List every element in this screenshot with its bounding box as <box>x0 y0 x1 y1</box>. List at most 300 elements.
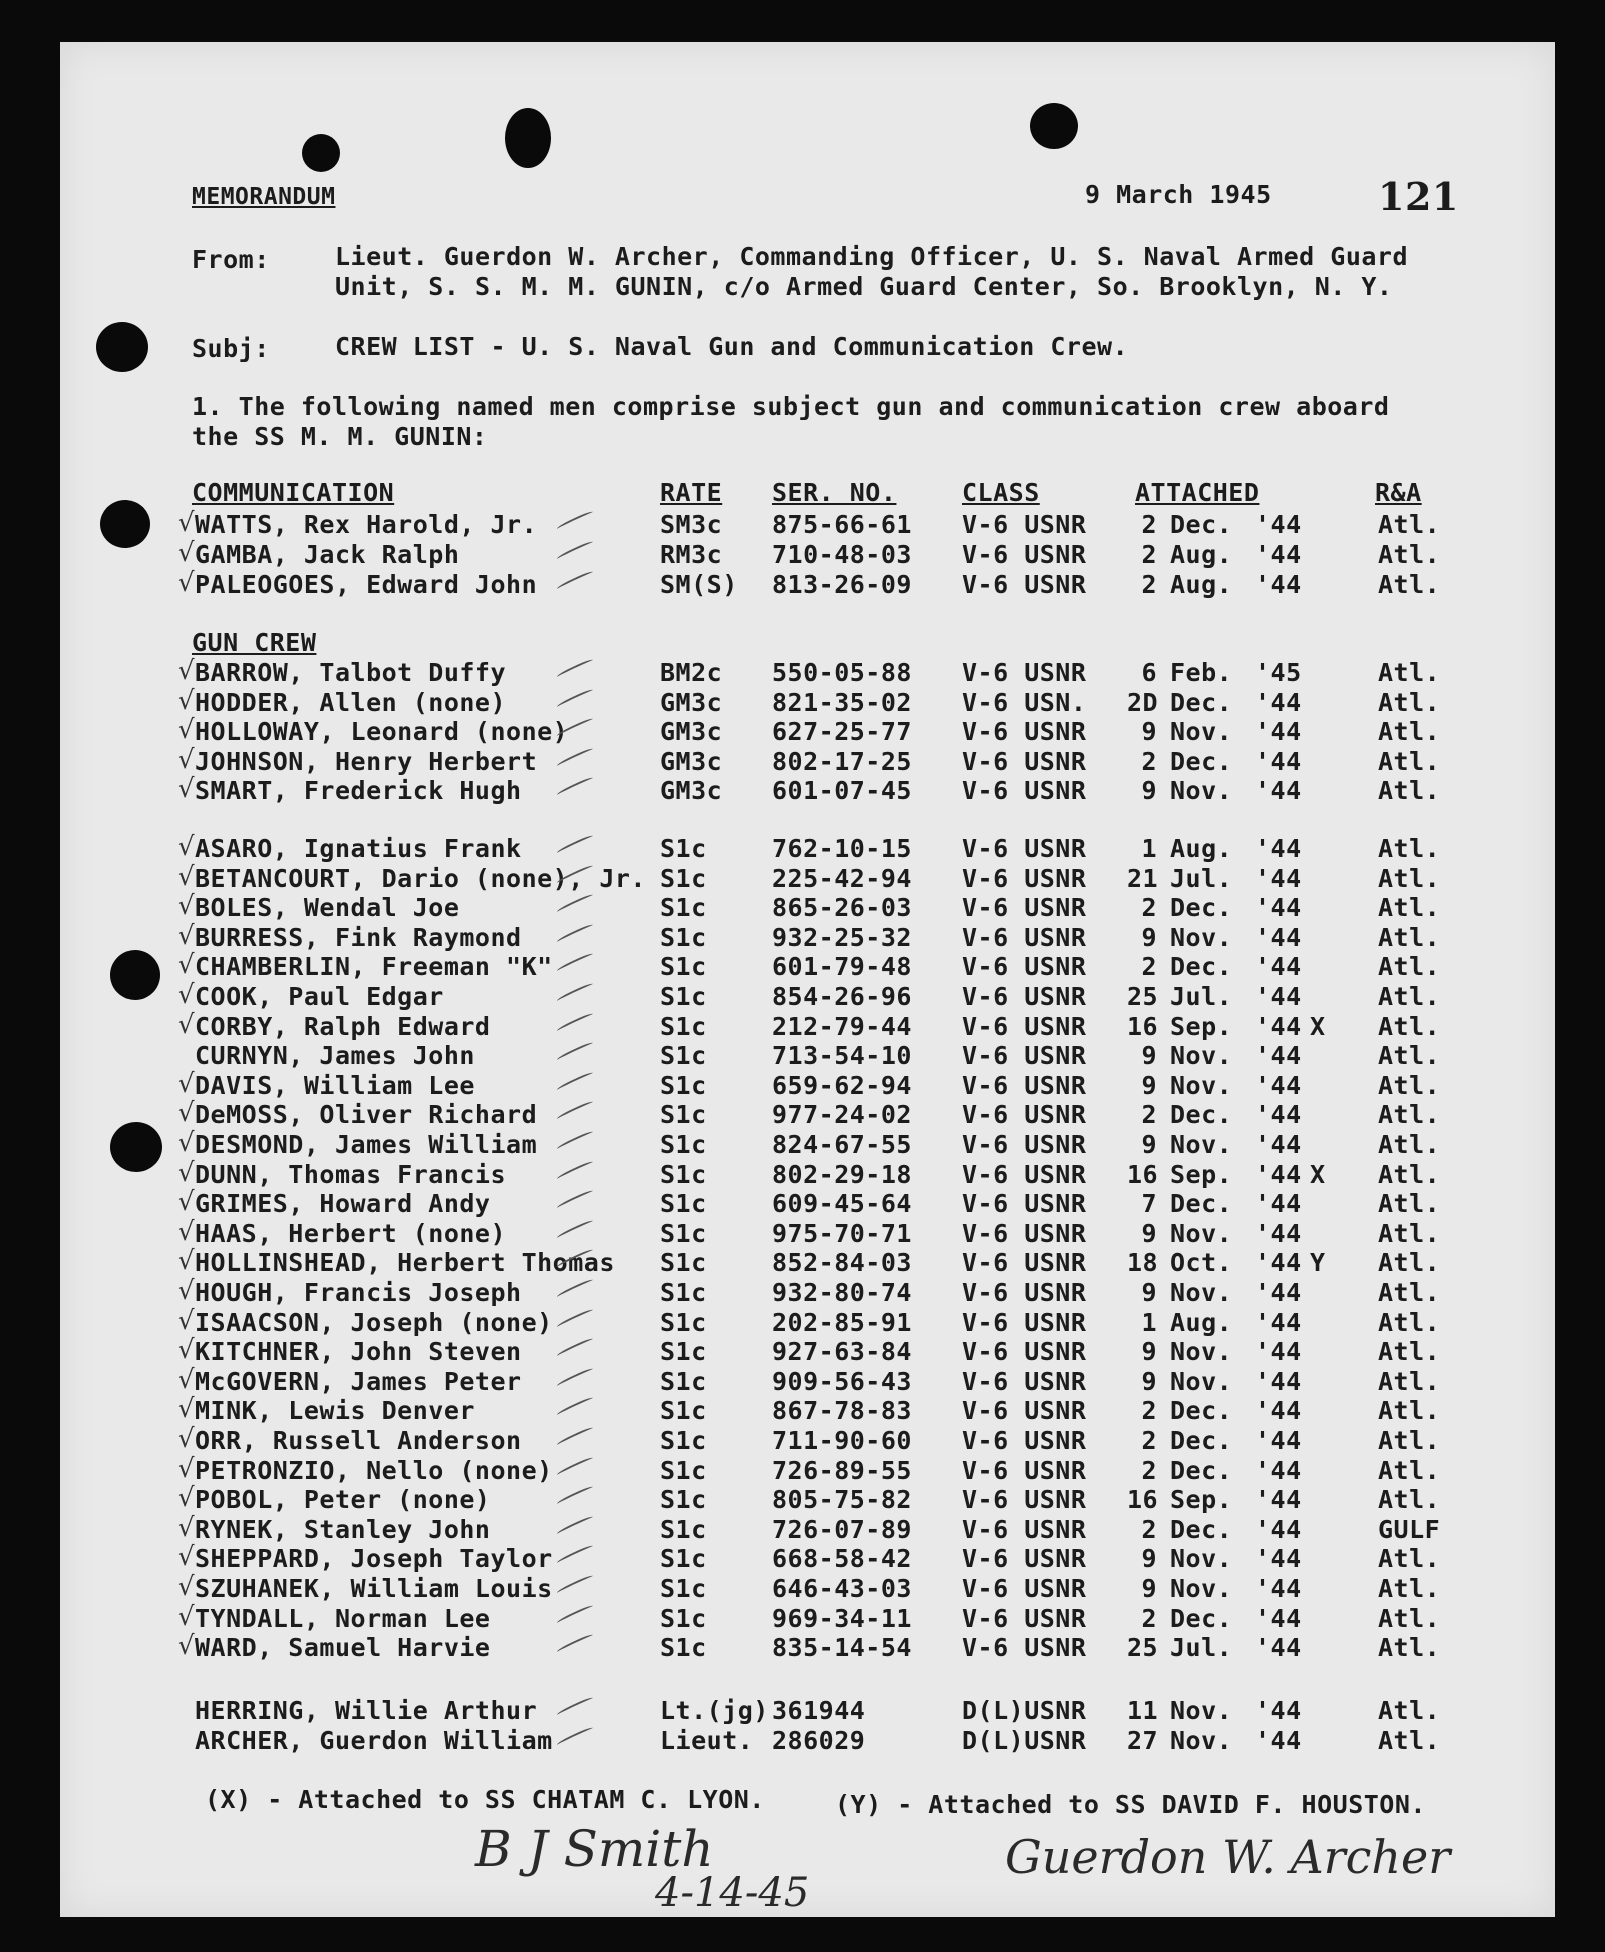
crew-ser-no: 802-29-18 <box>772 1159 912 1189</box>
crew-class: V-6 USNR <box>962 776 1087 805</box>
attached-year: '44 <box>1255 1396 1302 1426</box>
attached-month: Sep. <box>1170 1011 1233 1041</box>
attached-day: 21 <box>1127 863 1159 893</box>
attached-year: '44 <box>1255 687 1302 717</box>
crew-rate: S1c <box>660 952 707 982</box>
check-mark: √ <box>178 1098 195 1129</box>
crew-class: V-6 USNR <box>962 570 1087 599</box>
check-mark: √ <box>178 715 195 745</box>
attached-month: Dec. <box>1170 1189 1233 1219</box>
attached-day: 9 <box>1141 1278 1157 1307</box>
check-mark: √ <box>178 1364 195 1395</box>
attached-day: 9 <box>1141 1041 1157 1071</box>
crew-name: PALEOGOES, Edward John <box>195 570 538 599</box>
attached-year: '44 <box>1255 834 1302 863</box>
crew-ser-no: 225-42-94 <box>772 863 912 893</box>
crew-class: D(L)USNR <box>962 1726 1087 1755</box>
crew-ser-no: 286029 <box>772 1726 866 1755</box>
handwritten-initials: B J Smith <box>475 1820 714 1878</box>
attached-year: '44 <box>1255 1248 1302 1278</box>
crew-name: DESMOND, James William <box>195 1130 538 1159</box>
crew-name: RYNEK, Stanley John <box>195 1514 491 1544</box>
attached-year: '44 <box>1255 982 1302 1011</box>
crew-ser-no: 824-67-55 <box>772 1130 912 1159</box>
attached-year: '44 <box>1255 863 1302 893</box>
attached-month: Dec. <box>1170 1426 1233 1455</box>
crew-ser-no: 550-05-88 <box>772 658 912 687</box>
crew-name: HOLLOWAY, Leonard (none) <box>195 717 569 746</box>
check-mark: √ <box>178 980 195 1010</box>
crew-class: V-6 USNR <box>962 1100 1087 1130</box>
attached-day: 9 <box>1141 1218 1157 1248</box>
crew-name: WARD, Samuel Harvie <box>195 1633 491 1663</box>
check-mark: √ <box>178 774 195 804</box>
crew-name: GAMBA, Jack Ralph <box>195 540 460 569</box>
attached-month: Nov. <box>1170 1726 1233 1755</box>
crew-class: V-6 USNR <box>962 1396 1087 1426</box>
attached-day: 9 <box>1141 922 1157 952</box>
crew-ra: Atl. <box>1378 1070 1441 1100</box>
crew-name: CORBY, Ralph Edward <box>195 1011 491 1041</box>
crew-rate: S1c <box>660 1366 707 1396</box>
attached-year: '44 <box>1255 746 1302 776</box>
crew-rate: S1c <box>660 1426 707 1455</box>
attachment-note: Y <box>1310 1248 1326 1278</box>
attached-month: Feb. <box>1170 658 1233 687</box>
crew-rate: S1c <box>660 1544 707 1574</box>
crew-rate: S1c <box>660 922 707 952</box>
check-mark: √ <box>178 1128 195 1158</box>
punch-hole <box>110 950 160 1000</box>
attached-month: Dec. <box>1170 1455 1233 1485</box>
check-mark: √ <box>178 1276 195 1306</box>
crew-ra: Atl. <box>1378 1100 1441 1130</box>
check-mark: √ <box>178 1424 195 1454</box>
crew-ser-no: 875-66-61 <box>772 510 912 539</box>
crew-rate: S1c <box>660 834 707 863</box>
crew-ser-no: 835-14-54 <box>772 1633 912 1663</box>
attached-day: 2 <box>1141 1100 1157 1130</box>
crew-name: DeMOSS, Oliver Richard <box>195 1100 538 1130</box>
crew-ser-no: 867-78-83 <box>772 1396 912 1426</box>
crew-rate: S1c <box>660 1041 707 1071</box>
attachment-note: X <box>1310 1011 1326 1041</box>
crew-ser-no: 854-26-96 <box>772 982 912 1011</box>
crew-name: ARCHER, Guerdon William <box>195 1726 553 1755</box>
crew-ra: Atl. <box>1378 1337 1441 1367</box>
check-mark: √ <box>178 1187 195 1218</box>
attached-day: 2 <box>1141 1514 1157 1544</box>
crew-ser-no: 627-25-77 <box>772 717 912 746</box>
crew-class: V-6 USNR <box>962 1130 1087 1159</box>
attached-month: Nov. <box>1170 1070 1233 1100</box>
crew-ra: Atl. <box>1378 687 1441 717</box>
crew-class: D(L)USNR <box>962 1696 1087 1725</box>
punch-hole <box>302 134 340 172</box>
crew-rate: S1c <box>660 1070 707 1100</box>
attached-day: 2 <box>1141 510 1157 539</box>
memo-title: MEMORANDUM <box>192 184 336 210</box>
crew-ra: Atl. <box>1378 1189 1441 1219</box>
crew-rate: S1c <box>660 1307 707 1337</box>
crew-ra: Atl. <box>1378 1426 1441 1455</box>
crew-rate: RM3c <box>660 540 723 569</box>
crew-class: V-6 USNR <box>962 1633 1087 1663</box>
crew-class: V-6 USNR <box>962 922 1087 952</box>
crew-name: BARROW, Talbot Duffy <box>195 658 507 687</box>
check-mark: √ <box>178 656 195 686</box>
crew-class: V-6 USNR <box>962 510 1087 539</box>
crew-name: ISAACSON, Joseph (none) <box>195 1307 553 1337</box>
attached-year: '44 <box>1255 893 1302 923</box>
attached-year: '44 <box>1255 1307 1302 1337</box>
crew-ser-no: 711-90-60 <box>772 1426 912 1455</box>
col-class: CLASS <box>962 478 1040 507</box>
attached-month: Dec. <box>1170 1603 1233 1633</box>
crew-ra: Atl. <box>1378 570 1441 599</box>
crew-name: HAAS, Herbert (none) <box>195 1218 507 1248</box>
page-number: 121 <box>1378 174 1459 219</box>
crew-class: V-6 USNR <box>962 1514 1087 1544</box>
attached-month: Jul. <box>1170 982 1233 1011</box>
attached-day: 6 <box>1141 658 1157 687</box>
crew-ser-no: 975-70-71 <box>772 1218 912 1248</box>
crew-rate: SM3c <box>660 510 723 539</box>
crew-name: COOK, Paul Edgar <box>195 982 444 1011</box>
attached-year: '44 <box>1255 1337 1302 1367</box>
check-mark: √ <box>178 861 195 892</box>
attached-year: '44 <box>1255 952 1302 982</box>
attached-month: Nov. <box>1170 922 1233 952</box>
attached-year: '44 <box>1255 1544 1302 1574</box>
check-mark: √ <box>178 538 195 568</box>
attached-year: '44 <box>1255 570 1302 599</box>
crew-ser-no: 609-45-64 <box>772 1189 912 1219</box>
crew-ser-no: 977-24-02 <box>772 1100 912 1130</box>
crew-ra: Atl. <box>1378 1307 1441 1337</box>
crew-class: V-6 USNR <box>962 1603 1087 1633</box>
crew-name: HODDER, Allen (none) <box>195 687 507 717</box>
crew-rate: S1c <box>660 1455 707 1485</box>
crew-ra: Atl. <box>1378 1366 1441 1396</box>
crew-ra: Atl. <box>1378 893 1441 923</box>
attached-day: 9 <box>1141 717 1157 746</box>
crew-ra: Atl. <box>1378 834 1441 863</box>
crew-ra: Atl. <box>1378 982 1441 1011</box>
crew-rate: S1c <box>660 1159 707 1189</box>
check-mark: √ <box>178 1601 195 1632</box>
attached-day: 16 <box>1127 1159 1159 1189</box>
attached-month: Nov. <box>1170 1218 1233 1248</box>
crew-rate: S1c <box>660 893 707 923</box>
crew-ser-no: 805-75-82 <box>772 1485 912 1515</box>
crew-ser-no: 932-80-74 <box>772 1278 912 1307</box>
footnote-y: (Y) - Attached to SS DAVID F. HOUSTON. <box>835 1790 1426 1819</box>
attached-year: '44 <box>1255 1100 1302 1130</box>
attached-day: 9 <box>1141 1574 1157 1603</box>
crew-name: SZUHANEK, William Louis <box>195 1574 553 1603</box>
attached-year: '44 <box>1255 1574 1302 1603</box>
crew-class: V-6 USNR <box>962 1366 1087 1396</box>
crew-name: DAVIS, William Lee <box>195 1070 475 1100</box>
crew-ra: Atl. <box>1378 1041 1441 1071</box>
attached-day: 2 <box>1141 1426 1157 1455</box>
crew-class: V-6 USNR <box>962 1426 1087 1455</box>
crew-name: WATTS, Rex Harold, Jr. <box>195 510 538 539</box>
attached-day: 9 <box>1141 1130 1157 1159</box>
crew-ser-no: 969-34-11 <box>772 1603 912 1633</box>
crew-ra: Atl. <box>1378 1485 1441 1515</box>
check-mark: √ <box>178 685 195 716</box>
crew-ra: Atl. <box>1378 1159 1441 1189</box>
crew-ser-no: 821-35-02 <box>772 687 912 717</box>
attached-month: Oct. <box>1170 1248 1233 1278</box>
crew-name: HOUGH, Francis Joseph <box>195 1278 522 1307</box>
check-mark: √ <box>178 1246 195 1277</box>
crew-ra: Atl. <box>1378 1455 1441 1485</box>
crew-ra: Atl. <box>1378 658 1441 687</box>
attached-year: '44 <box>1255 776 1302 805</box>
attached-month: Nov. <box>1170 1130 1233 1159</box>
crew-name: BURRESS, Fink Raymond <box>195 922 522 952</box>
crew-ra: Atl. <box>1378 1726 1441 1755</box>
crew-ra: Atl. <box>1378 540 1441 569</box>
attached-year: '44 <box>1255 717 1302 746</box>
crew-rate: GM3c <box>660 776 723 805</box>
punch-hole <box>110 1122 162 1172</box>
crew-rate: S1c <box>660 1278 707 1307</box>
attached-day: 2 <box>1141 570 1157 599</box>
crew-ser-no: 713-54-10 <box>772 1041 912 1071</box>
attached-month: Nov. <box>1170 1366 1233 1396</box>
attached-day: 1 <box>1141 1307 1157 1337</box>
crew-class: V-6 USNR <box>962 1041 1087 1071</box>
from-label: From: <box>192 245 270 274</box>
crew-rate: BM2c <box>660 658 723 687</box>
crew-ser-no: 802-17-25 <box>772 746 912 776</box>
attached-year: '44 <box>1255 1130 1302 1159</box>
crew-ser-no: 762-10-15 <box>772 834 912 863</box>
crew-class: V-6 USN. <box>962 687 1087 717</box>
attached-month: Dec. <box>1170 746 1233 776</box>
check-mark: √ <box>178 1394 195 1425</box>
attached-month: Sep. <box>1170 1485 1233 1515</box>
attached-month: Nov. <box>1170 1696 1233 1725</box>
crew-name: ASARO, Ignatius Frank <box>195 834 522 863</box>
crew-ra: Atl. <box>1378 1396 1441 1426</box>
attached-day: 9 <box>1141 1366 1157 1396</box>
crew-ra: Atl. <box>1378 1130 1441 1159</box>
crew-ra: Atl. <box>1378 1218 1441 1248</box>
attached-day: 27 <box>1127 1726 1159 1755</box>
crew-rate: SM(S) <box>660 570 738 599</box>
crew-ser-no: 601-79-48 <box>772 952 912 982</box>
crew-rate: S1c <box>660 1100 707 1130</box>
paragraph-line-2: the SS M. M. GUNIN: <box>192 422 488 451</box>
crew-ser-no: 813-26-09 <box>772 570 912 599</box>
crew-ser-no: 927-63-84 <box>772 1337 912 1367</box>
check-mark: √ <box>178 1216 195 1247</box>
attached-year: '44 <box>1255 1514 1302 1544</box>
col-communication: COMMUNICATION <box>192 478 395 507</box>
crew-class: V-6 USNR <box>962 1278 1087 1307</box>
attached-month: Dec. <box>1170 1514 1233 1544</box>
crew-name: PETRONZIO, Nello (none) <box>195 1455 553 1485</box>
crew-name: KITCHNER, John Steven <box>195 1337 522 1367</box>
attachment-note: X <box>1310 1159 1326 1189</box>
check-mark: √ <box>178 1572 195 1602</box>
attached-day: 2 <box>1141 746 1157 776</box>
crew-ra: Atl. <box>1378 510 1441 539</box>
col-rate: RATE <box>660 478 723 507</box>
crew-name: SHEPPARD, Joseph Taylor <box>195 1544 553 1574</box>
from-line-1: Lieut. Guerdon W. Archer, Commanding Officer, U. S. Naval Armed Guard <box>335 242 1409 271</box>
attached-month: Aug. <box>1170 570 1233 599</box>
subject-label: Subj: <box>192 334 270 363</box>
crew-rate: S1c <box>660 1248 707 1278</box>
crew-name: CURNYN, James John <box>195 1041 475 1071</box>
crew-ra: Atl. <box>1378 922 1441 952</box>
crew-class: V-6 USNR <box>962 1248 1087 1278</box>
crew-class: V-6 USNR <box>962 540 1087 569</box>
crew-rate: GM3c <box>660 717 723 746</box>
attached-year: '44 <box>1255 1696 1302 1725</box>
attached-year: '44 <box>1255 1366 1302 1396</box>
crew-name: HERRING, Willie Arthur <box>195 1696 538 1725</box>
check-mark: √ <box>178 1068 195 1099</box>
attached-day: 1 <box>1141 834 1157 863</box>
crew-rate: S1c <box>660 982 707 1011</box>
attached-month: Dec. <box>1170 510 1233 539</box>
crew-ser-no: 601-07-45 <box>772 776 912 805</box>
crew-class: V-6 USNR <box>962 1070 1087 1100</box>
attached-month: Jul. <box>1170 863 1233 893</box>
attached-day: 9 <box>1141 776 1157 805</box>
crew-rate: GM3c <box>660 687 723 717</box>
crew-name: MINK, Lewis Denver <box>195 1396 475 1426</box>
crew-ser-no: 202-85-91 <box>772 1307 912 1337</box>
crew-ser-no: 865-26-03 <box>772 893 912 923</box>
attached-day: 16 <box>1127 1485 1159 1515</box>
crew-name: HOLLINSHEAD, Herbert Thomas <box>195 1248 615 1278</box>
attached-day: 9 <box>1141 1544 1157 1574</box>
crew-ra: GULF <box>1378 1514 1441 1544</box>
crew-rate: Lt.(jg) <box>660 1696 769 1725</box>
check-mark: √ <box>178 1542 195 1573</box>
crew-ra: Atl. <box>1378 1574 1441 1603</box>
crew-rate: S1c <box>660 1574 707 1603</box>
crew-class: V-6 USNR <box>962 863 1087 893</box>
crew-rate: S1c <box>660 1603 707 1633</box>
crew-name: POBOL, Peter (none) <box>195 1485 491 1515</box>
check-mark: √ <box>178 832 195 862</box>
col-attached: ATTACHED <box>1135 478 1260 507</box>
check-mark: √ <box>178 891 195 922</box>
crew-rate: S1c <box>660 1337 707 1367</box>
attached-year: '44 <box>1255 1603 1302 1633</box>
crew-ra: Atl. <box>1378 746 1441 776</box>
check-mark: √ <box>178 744 195 775</box>
crew-ser-no: 659-62-94 <box>772 1070 912 1100</box>
attached-day: 2 <box>1141 1455 1157 1485</box>
crew-name: SMART, Frederick Hugh <box>195 776 522 805</box>
attached-year: '44 <box>1255 1278 1302 1307</box>
attached-month: Dec. <box>1170 687 1233 717</box>
crew-rate: S1c <box>660 1189 707 1219</box>
attached-month: Dec. <box>1170 952 1233 982</box>
crew-name: BETANCOURT, Dario (none), Jr. <box>195 863 646 893</box>
crew-ser-no: 361944 <box>772 1696 866 1725</box>
attached-year: '44 <box>1255 510 1302 539</box>
crew-class: V-6 USNR <box>962 746 1087 776</box>
check-mark: √ <box>178 1157 195 1188</box>
attached-year: '44 <box>1255 1485 1302 1515</box>
attached-month: Jul. <box>1170 1633 1233 1663</box>
attached-year: '44 <box>1255 540 1302 569</box>
attached-day: 2 <box>1141 540 1157 569</box>
attached-day: 2 <box>1141 952 1157 982</box>
attached-day: 2 <box>1141 1603 1157 1633</box>
attached-day: 2D <box>1127 687 1159 717</box>
attached-day: 2 <box>1141 893 1157 923</box>
gun-crew-heading: GUN CREW <box>192 628 317 657</box>
col-ra: R&A <box>1375 478 1422 507</box>
crew-ra: Atl. <box>1378 717 1441 746</box>
crew-rate: S1c <box>660 1514 707 1544</box>
signature: Guerdon W. Archer <box>1005 1830 1451 1884</box>
attached-month: Dec. <box>1170 1396 1233 1426</box>
crew-ra: Atl. <box>1378 1278 1441 1307</box>
col-ser-no: SER. NO. <box>772 478 897 507</box>
attached-year: '44 <box>1255 1041 1302 1071</box>
attached-month: Sep. <box>1170 1159 1233 1189</box>
attached-month: Aug. <box>1170 834 1233 863</box>
attached-month: Nov. <box>1170 1574 1233 1603</box>
crew-name: DUNN, Thomas Francis <box>195 1159 507 1189</box>
crew-rate: GM3c <box>660 746 723 776</box>
crew-ra: Atl. <box>1378 1633 1441 1663</box>
subject-text: CREW LIST - U. S. Naval Gun and Communication Crew. <box>335 332 1129 361</box>
handwritten-date: 4-14-45 <box>655 1870 810 1916</box>
crew-ra: Atl. <box>1378 952 1441 982</box>
attached-year: '44 <box>1255 922 1302 952</box>
attached-month: Nov. <box>1170 776 1233 805</box>
memo-date: 9 March 1945 <box>1085 180 1272 209</box>
attached-day: 25 <box>1127 982 1159 1011</box>
check-mark: √ <box>178 1335 195 1366</box>
crew-class: V-6 USNR <box>962 1307 1087 1337</box>
crew-class: V-6 USNR <box>962 1544 1087 1574</box>
attached-month: Nov. <box>1170 1544 1233 1574</box>
punch-hole <box>505 108 551 168</box>
check-mark: √ <box>178 1483 195 1514</box>
check-mark: √ <box>178 508 195 538</box>
crew-rate: S1c <box>660 863 707 893</box>
punch-hole <box>100 500 150 548</box>
crew-name: McGOVERN, James Peter <box>195 1366 522 1396</box>
crew-ra: Atl. <box>1378 1011 1441 1041</box>
crew-class: V-6 USNR <box>962 1159 1087 1189</box>
attached-year: '45 <box>1255 658 1302 687</box>
attached-day: 11 <box>1127 1696 1159 1725</box>
crew-rate: S1c <box>660 1485 707 1515</box>
crew-ser-no: 668-58-42 <box>772 1544 912 1574</box>
crew-ra: Atl. <box>1378 863 1441 893</box>
crew-name: CHAMBERLIN, Freeman "K" <box>195 952 553 982</box>
crew-rate: S1c <box>660 1633 707 1663</box>
attached-year: '44 <box>1255 1633 1302 1663</box>
crew-ser-no: 726-89-55 <box>772 1455 912 1485</box>
